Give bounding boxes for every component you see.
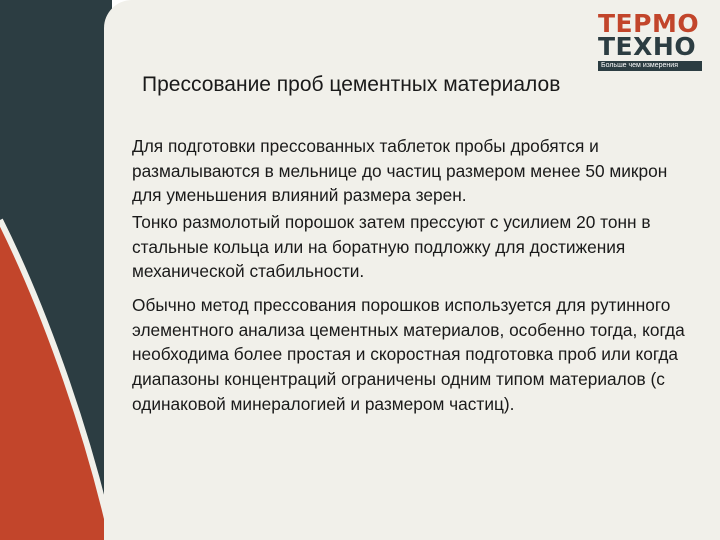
body-paragraph-2: Тонко размолотый порошок затем прессуют с усилием 20 тонн в стальные кольца или на боратную подложку для достижения механической стабильности.	[132, 212, 651, 282]
logo-line-2	[598, 32, 710, 61]
logo-text-tekhno: ТЕХНО	[598, 32, 697, 61]
logo-text-termo: ТЕРМО	[598, 9, 700, 38]
body-paragraph-3: Обычно метод прессования порошков используется для рутинного элементного анализа цементных материалов, особенно тогда, когда необходима более простая и скоростная подготовка проб или когда диапазоны концентраций ограничены одним типом материалов (с одинаковой минералогией и размером частиц).	[132, 295, 685, 414]
slide-title: Прессование проб цементных материалов	[142, 73, 561, 96]
body-paragraph-1: Для подготовки прессованных таблеток пробы дробятся и размалываются в мельнице до частиц размером менее 50 микрон для уменьшения влияний размера зерен.	[132, 136, 668, 206]
side-decoration	[0, 0, 112, 540]
company-logo	[598, 9, 710, 72]
logo-tagline: Больше чем измерения	[598, 61, 702, 71]
